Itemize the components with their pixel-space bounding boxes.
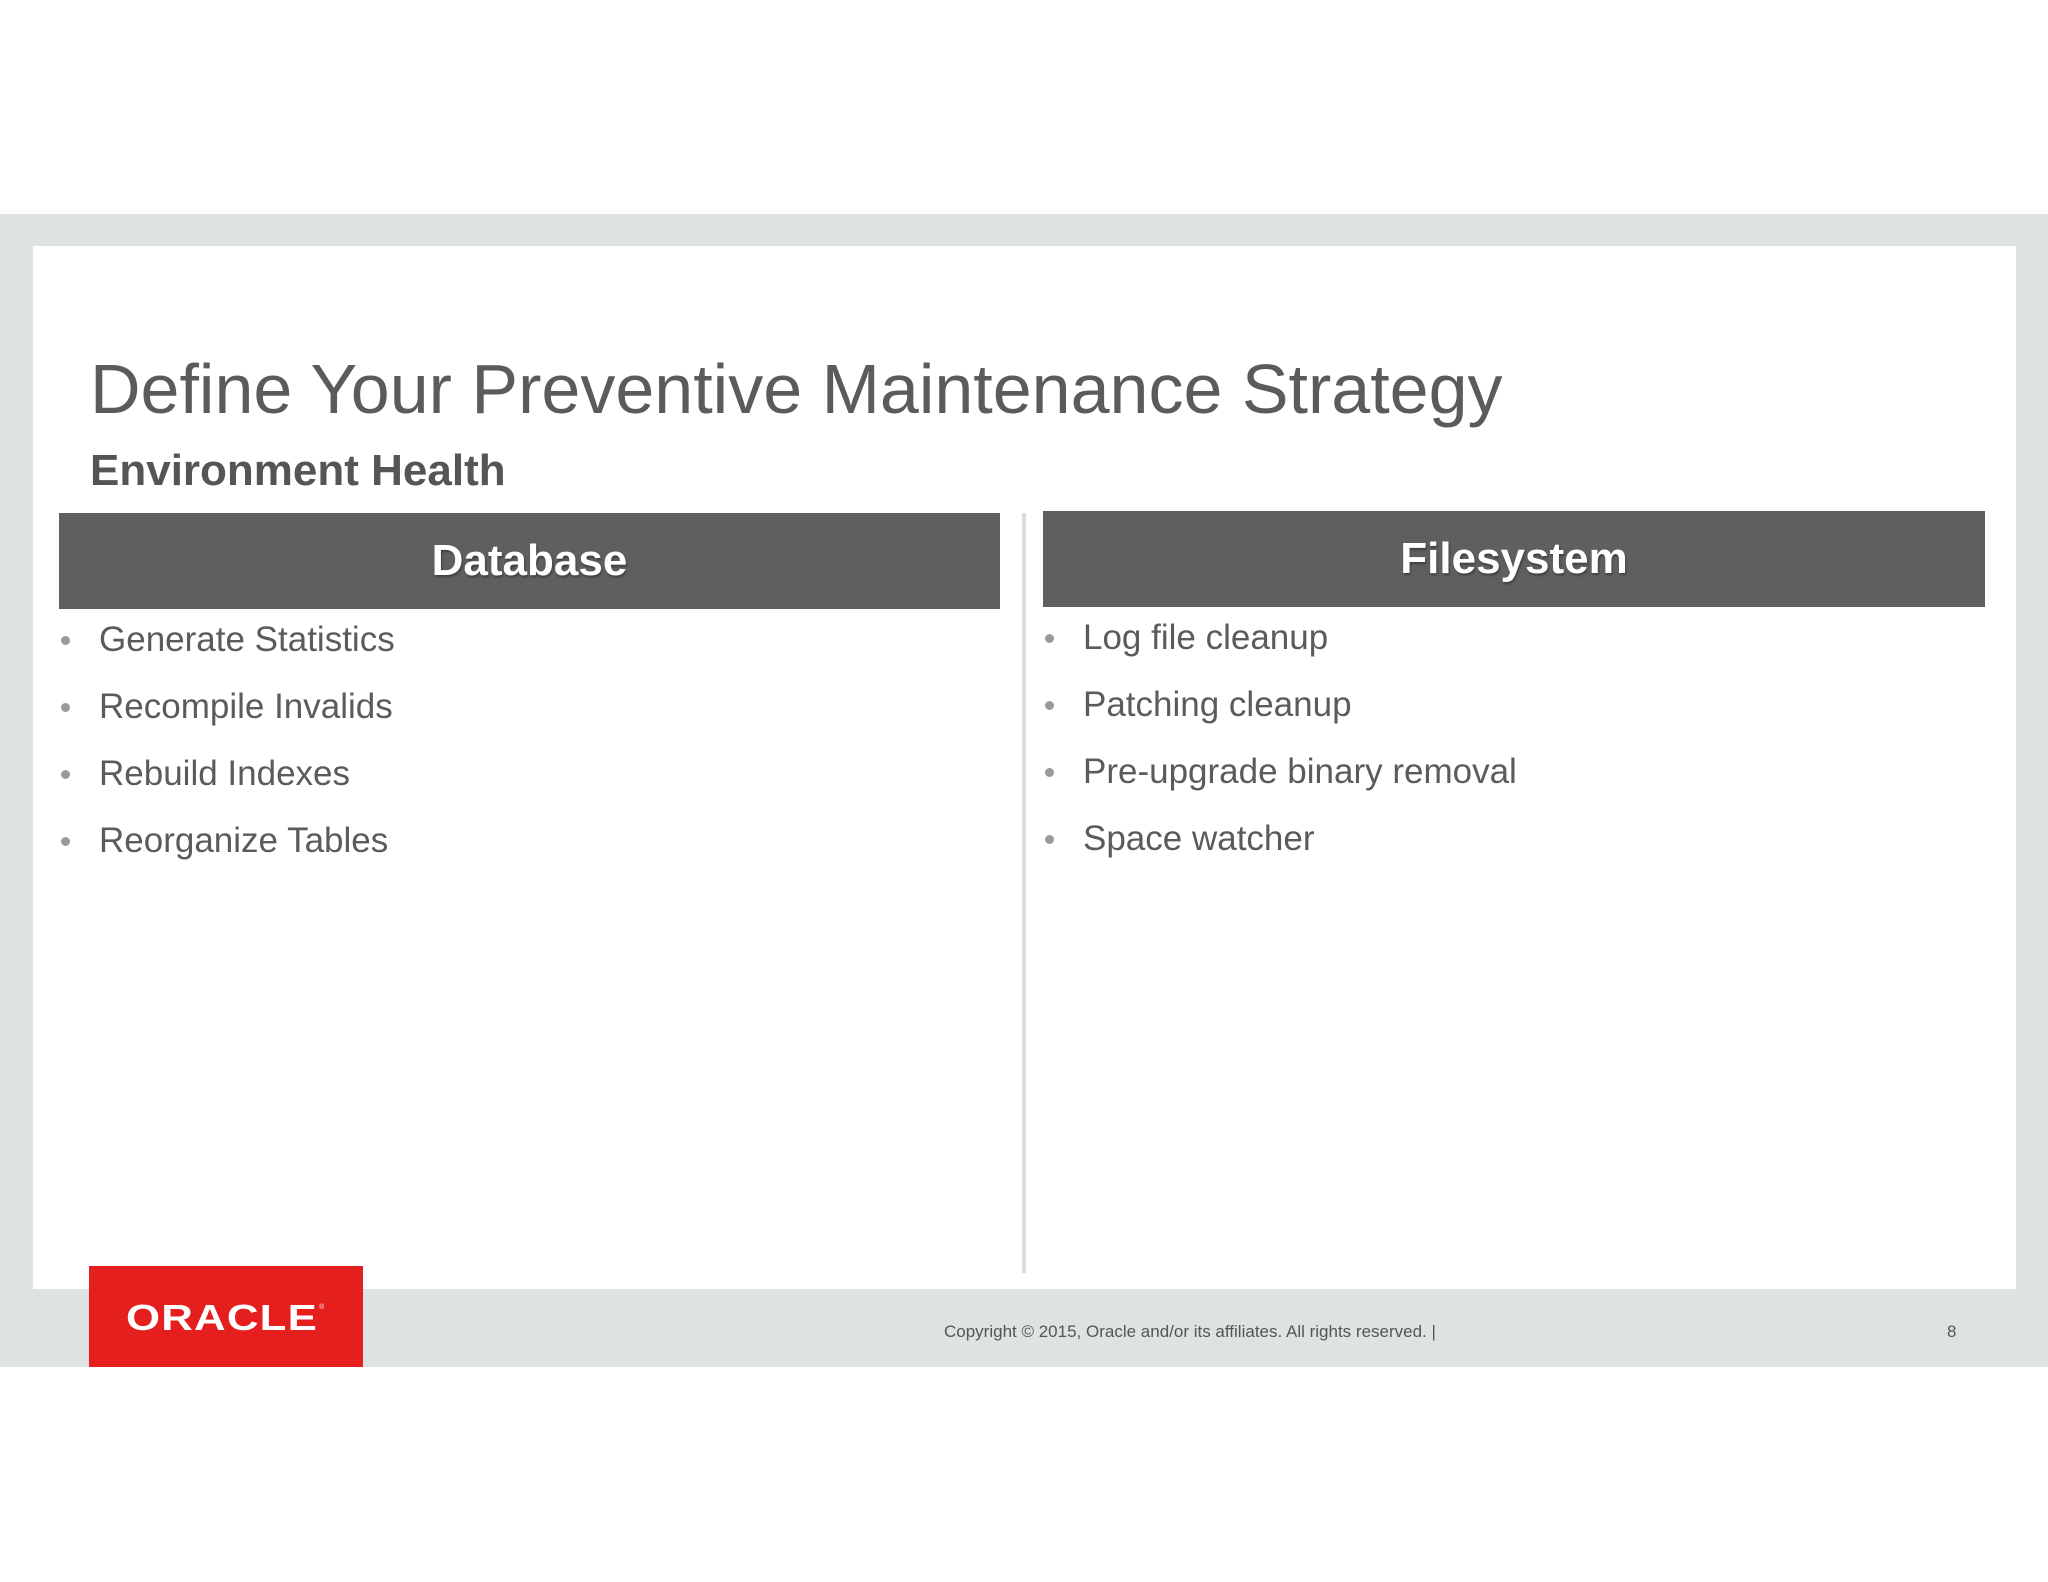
svg-text:®: ® bbox=[319, 1303, 325, 1311]
bullet-text: Patching cleanup bbox=[1083, 685, 1352, 724]
bullet-dot-icon bbox=[1045, 835, 1054, 844]
bullet-dot-icon bbox=[61, 770, 70, 779]
bullet-item bbox=[59, 813, 395, 880]
bullet-dot-icon bbox=[1045, 701, 1054, 710]
bullet-text: Rebuild Indexes bbox=[99, 754, 350, 793]
bullet-text: Log file cleanup bbox=[1083, 618, 1329, 657]
database-column-header bbox=[59, 513, 1000, 609]
filesystem-header-label: Filesystem bbox=[1400, 534, 1628, 583]
oracle-logo-wordmark: ORACLE bbox=[126, 1298, 318, 1335]
database-header-label: Database bbox=[431, 536, 628, 585]
bullet-dot-icon bbox=[61, 636, 70, 645]
bullet-text: Recompile Invalids bbox=[99, 687, 393, 726]
bullet-item bbox=[59, 612, 395, 679]
column-divider bbox=[1022, 513, 1026, 1273]
bullet-dot-icon bbox=[1045, 768, 1054, 777]
page-number: 8 bbox=[1947, 1322, 1957, 1341]
bullet-text: Reorganize Tables bbox=[99, 821, 389, 860]
bullet-item bbox=[1043, 677, 1517, 744]
bullet-item bbox=[59, 746, 395, 813]
bullet-item bbox=[59, 679, 395, 746]
oracle-logo bbox=[89, 1266, 363, 1367]
database-bullet-list bbox=[59, 612, 395, 880]
filesystem-column-header bbox=[1043, 511, 1985, 607]
slide-subtitle: Environment Health bbox=[90, 446, 506, 495]
bullet-dot-icon bbox=[61, 837, 70, 846]
bullet-item bbox=[1043, 811, 1517, 878]
bullet-dot-icon bbox=[1045, 634, 1054, 643]
bullet-item bbox=[1043, 744, 1517, 811]
bullet-item bbox=[1043, 610, 1517, 677]
filesystem-bullet-list bbox=[1043, 610, 1517, 878]
bullet-text: Generate Statistics bbox=[99, 620, 395, 659]
copyright-notice: Copyright © 2015, Oracle and/or its affiliates. All rights reserved. | bbox=[944, 1322, 1436, 1341]
bullet-text: Pre-upgrade binary removal bbox=[1083, 752, 1517, 791]
oracle-logo-icon bbox=[126, 1299, 326, 1335]
bullet-text: Space watcher bbox=[1083, 819, 1315, 858]
slide-title: Define Your Preventive Maintenance Strategy bbox=[90, 350, 1503, 428]
bullet-dot-icon bbox=[61, 703, 70, 712]
